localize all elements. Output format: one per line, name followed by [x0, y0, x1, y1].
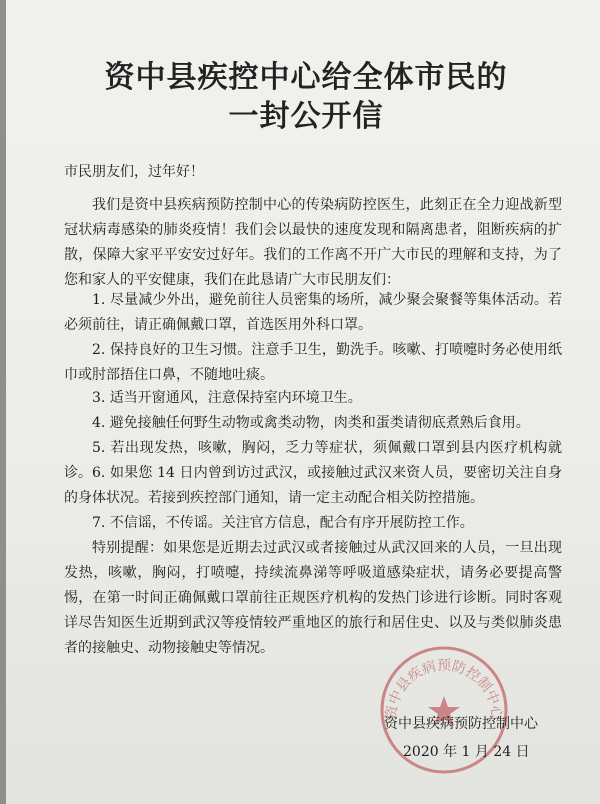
seal-text: 资中县疾病预防控制中心 [383, 658, 505, 721]
intro-paragraph: 我们是资中县疾病预防控制中心的传染病防控医生，此刻正在全力迎战新型冠状病毒感染的肺炎疫情！我们会以最快的速度发现和隔离患者，阻断疾病的扩散，保障大家平平安安过好年。我们的工作离不开广大市民的理解和支持，为了您和家人的平安健康，我们在此恳请广大市民朋友们： [64, 197, 562, 288]
signature-organization: 资中县疾病预防控制中心 [384, 716, 538, 732]
greeting: 市民朋友们，过年好！ [64, 164, 204, 180]
list-item-6: 6. 如果您 14 日内曾到访过武汉，或接触过武汉来资人员，要密切关注自身的身体状况。若接到疾控部门通知，请一定主动配合相关防控措施。 [64, 465, 562, 506]
letter-sheet [6, 0, 600, 804]
signature-date: 2020 年 1 月 24 日 [403, 744, 530, 760]
special-note: 特别提醒：如果您是近期去过武汉或者接触过从武汉回来的人员，一旦出现发热，咳嗽，胸闷，打喷嚏，持续流鼻涕等呼吸道感染症状，请务必要提高警惕，在第一时间正确佩戴口罩前往正规医疗机构的发热门诊进行诊断。同时客观详尽告知医生近期到武汉等疫情较严重地区的旅行和居住史、以及与类似肺炎患者的接触史、动物接触史等情况。 [64, 540, 562, 656]
letter-title-line-2: 一封公开信 [228, 99, 384, 134]
list-item-4: 4. 避免接触任何野生动物或禽类动物，肉类和蛋类请彻底煮熟后食用。 [92, 415, 530, 431]
list-item-1: 1. 尽量减少外出，避免前往人员密集的场所，减少聚会聚餐等集体活动。若必须前往，请正确佩戴口罩，首选医用外科口罩。 [64, 292, 562, 333]
list-item-5: 5. 若出现发热，咳嗽，胸闷，乏力等症状，须佩戴口罩到县内医疗机构就诊。 [64, 440, 562, 481]
list-item-3: 3. 适当开窗通风，注意保持室内环境卫生。 [92, 390, 362, 406]
letter-title-line-1: 资中县疾控中心给全体市民的 [104, 60, 508, 95]
list-item-7: 7. 不信谣，不传谣。关注官方信息，配合有序开展防控工作。 [92, 515, 474, 531]
list-item-2: 2. 保持良好的卫生习惯。注意手卫生，勤洗手。咳嗽、打喷嚏时务必使用纸巾或肘部捂住口鼻，不随地吐痰。 [64, 342, 562, 383]
